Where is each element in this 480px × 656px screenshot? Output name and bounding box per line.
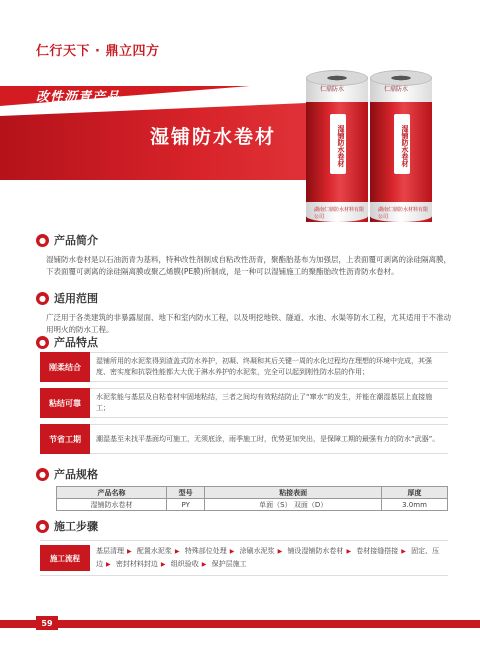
- feature-label: 刚柔结合: [40, 352, 90, 382]
- specs-section: [36, 466, 98, 482]
- page-number: 59: [36, 616, 58, 630]
- step-item: 卷材接缝搭接: [356, 547, 399, 555]
- roll-brand: 仁鼎防水: [384, 86, 409, 93]
- spec-cell: PY: [167, 499, 205, 511]
- specs-icon: ●: [36, 468, 49, 481]
- roll-label: 湿铺防水卷材: [394, 114, 410, 174]
- slogan: 仁行天下 · 鼎立四方: [36, 44, 160, 59]
- specs-table: [56, 486, 448, 511]
- table-row: [57, 499, 448, 511]
- intro-heading: 产品简介: [54, 234, 98, 247]
- feature-text: 水泥浆能与基层及自粘卷材牢固地粘结，三者之间均有效粘结防止了“窜水”的发生，并能在潮湿基层上直接施工；: [96, 393, 433, 412]
- step-item: 基层清理: [96, 547, 124, 555]
- feature-text: 湿铺所用的水泥浆得到渣盖式防水养护，初凝、终凝和其后关键一周的水化过程均在理想的环境中完成，其强度、密实度和抗裂性能都大大优于淋水养护的水泥浆，完全可以起到刚性防水层的作用；: [96, 357, 432, 376]
- arrow-icon: ▶: [401, 548, 406, 555]
- step-item: 密封材料封边: [115, 560, 158, 568]
- step-item: 特殊部位处理: [184, 547, 227, 555]
- spec-col-header: 厚度: [382, 487, 448, 499]
- spec-cell: 3.0mm: [382, 499, 448, 511]
- arrow-icon: ▶: [201, 561, 207, 568]
- roll-label: 湿铺防水卷材: [330, 114, 346, 174]
- spec-col-header: 产品名称: [57, 487, 167, 499]
- arrow-icon: ▶: [127, 548, 132, 555]
- feature-row: [40, 424, 448, 454]
- feature-text: 潮湿基至未找平基面均可施工，无须底涂，雨季施工时，优势更加突出，是保障工期的最强有力的防水“武器”。: [96, 434, 440, 443]
- specs-heading: 产品规格: [54, 468, 98, 481]
- arrow-icon: ▶: [174, 548, 180, 555]
- arrow-icon: ▶: [106, 561, 111, 568]
- banner-tag: 改性沥青产品: [36, 90, 121, 105]
- step-item: 组织验收: [170, 560, 199, 568]
- spec-col-header: 型号: [167, 487, 205, 499]
- features-section: [36, 334, 98, 350]
- features-icon: ●: [36, 336, 49, 349]
- feature-label: 粘结可靠: [40, 388, 90, 418]
- step-item: 铺设湿铺防水卷材: [287, 547, 344, 555]
- intro-section: [36, 232, 456, 278]
- step-item: 配置水泥浆: [136, 547, 172, 555]
- feature-row: [40, 352, 448, 382]
- arrow-icon: ▶: [346, 548, 352, 555]
- intro-text: 湿铺防水卷材是以石油沥青为基料，特种改性剂制成自粘改性沥青，聚酯胎基布为加强层，上表面覆可剥离的涂硅隔离膜，下表面覆可剥离的涂硅隔离膜或聚乙烯膜(PE膜)所制成，是一种可以湿铺施工的聚酯胎改性沥青防水卷材。: [46, 255, 451, 276]
- roll-bottom-label: 湖南仁鼎防水材料有限公司: [314, 207, 365, 220]
- roll-brand: 仁鼎防水: [320, 86, 345, 93]
- steps-list: [90, 545, 448, 571]
- step-item: 保护层施工: [211, 560, 247, 568]
- spec-col-header: 粘接表面: [205, 487, 382, 499]
- scope-heading: 适用范围: [54, 292, 98, 305]
- product-roll-image: [370, 70, 432, 230]
- feature-row: [40, 388, 448, 418]
- steps-label: 施工流程: [40, 545, 90, 571]
- arrow-icon: ▶: [229, 548, 235, 555]
- construction-icon: ●: [36, 520, 49, 533]
- step-item: 固定、压边: [96, 547, 440, 568]
- arrow-icon: ▶: [277, 548, 283, 555]
- spec-cell: 湿铺防水卷材: [57, 499, 167, 511]
- scope-icon: ●: [36, 292, 49, 305]
- intro-icon: ●: [36, 234, 49, 247]
- roll-bottom-label: 湖南仁鼎防水材料有限公司: [378, 207, 429, 220]
- construction-heading: 施工步骤: [54, 520, 98, 533]
- scope-section: [36, 290, 456, 336]
- footer-bar: [0, 620, 480, 628]
- banner-title: 湿铺防水卷材: [150, 126, 277, 148]
- spec-cell: 单面（S） 双面（D）: [205, 499, 382, 511]
- feature-label: 节省工期: [40, 424, 90, 454]
- step-item: 涂刷水泥浆: [239, 547, 275, 555]
- product-roll-image: [306, 70, 368, 230]
- features-heading: 产品特点: [54, 336, 98, 349]
- construction-section: [36, 518, 98, 534]
- arrow-icon: ▶: [160, 561, 166, 568]
- scope-text: 广泛用于各类建筑的非暴露屋面、地下和室内防水工程，以及明挖地铁、隧道、水池、水渠等防水工程，尤其适用于不准动用明火的防水工程。: [46, 313, 451, 334]
- construction-steps: [40, 540, 448, 576]
